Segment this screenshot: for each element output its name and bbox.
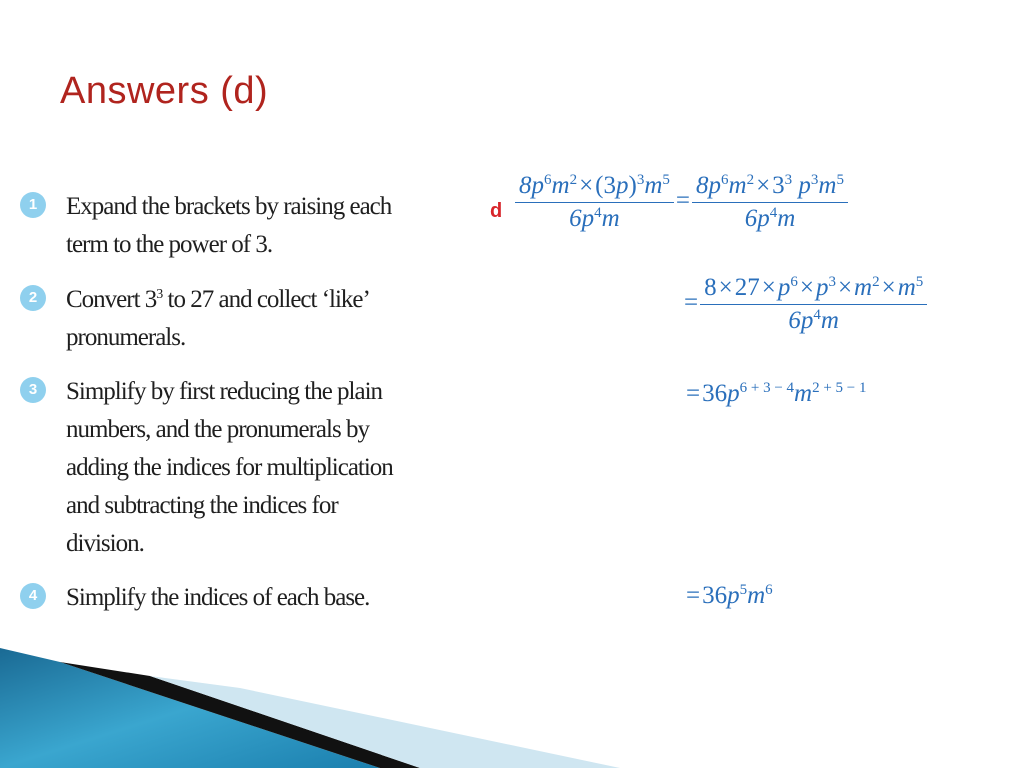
equation-line-3: $=36p^{6 + 3 - 4}m^{2 + 5 - 1}$ [686,380,867,407]
step-text: Simplify the indices of each base. [66,584,370,611]
step-number-badge: 1 [20,192,46,218]
part-label: d [490,200,503,222]
slide-title: Answers (d) [60,70,269,112]
equation-line-4: $=36p^5m^6$ [686,582,773,609]
step-text: Convert $3^3$ to 27 and collect ‘like’ pronumerals. [66,286,368,351]
step-number-badge: 3 [20,377,46,403]
fraction-rhs: $\frac{8p^6m^2\times 3^3 p^3m^5}{6p^4m}$ [692,172,848,233]
equation-line-2: = $\frac{8\times 27\times p^6\times p^3\times m^2\times m^5}{6p^4m}$ [682,274,927,335]
fraction-lhs: $\frac{8p^6m^2\times(3p)^3m^5}{6p^4m}$ [515,172,674,233]
step-text: Simplify by first reducing the plain numbers, and the pronumerals by adding the indices for multiplication and subtracting the indices for division. [66,378,393,557]
step-number-badge: 4 [20,583,46,609]
step-text: Expand the brackets by raising each term to the power of 3. [66,193,392,258]
equation-line-1: $\frac{8p^6m^2\times(3p)^3m^5}{6p^4m}$ = $\frac{8p^6m^2\times 3^3 p^3m^5}{6p^4m}$ [515,172,848,233]
step-number-badge: 2 [20,285,46,311]
